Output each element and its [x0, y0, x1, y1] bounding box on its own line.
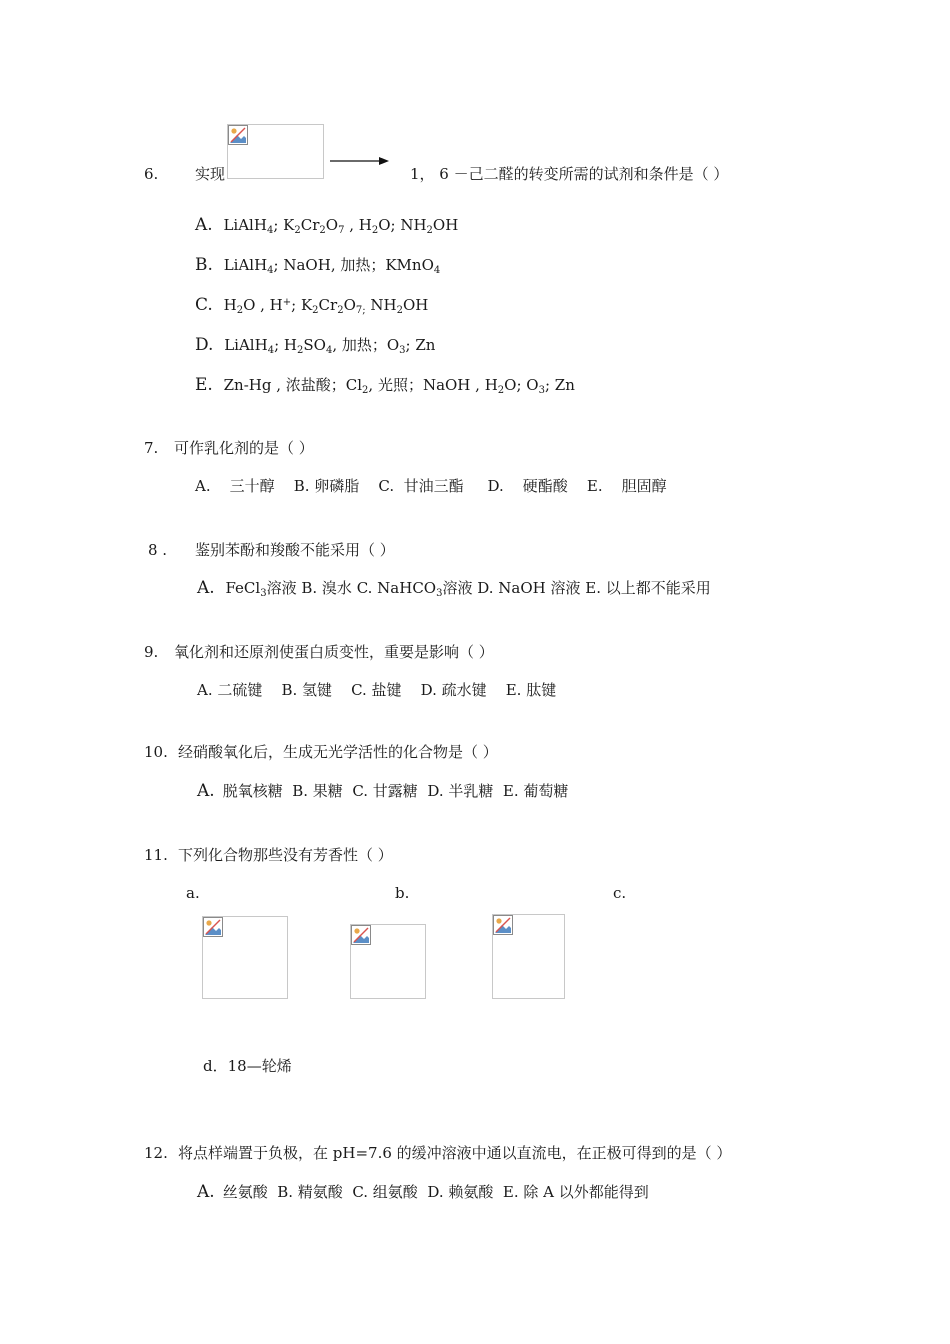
q12-number: 12. [144, 1144, 168, 1162]
q9-options: A. 二硫键 B. 氢键 C. 盐键 D. 疏水键 E. 肽键 [197, 681, 557, 699]
q9-number: 9. [144, 643, 159, 661]
q12-text: 将点样端置于负极，在 pH=7.6 的缓冲溶液中通以直流电，在正极可得到的是（ ） [178, 1144, 732, 1162]
q6-option-d [195, 336, 435, 354]
broken-image-icon [493, 915, 513, 935]
option-text: Zn-Hg , 浓盐酸；$Cl_2$, 光照；NaOH , $H_2O$; $O_3$; Zn [223, 376, 575, 396]
option-text: LiAlH$_4$; NaOH, 加热；KMnO$_4$ [223, 256, 441, 276]
q6-number: 6. [144, 165, 159, 183]
option-label: D. [195, 335, 214, 355]
q10-text: 经硝酸氧化后，生成无光学活性的化合物是（ ） [178, 743, 498, 761]
q8-text: 鉴别苯酚和羧酸不能采用（ ） [195, 541, 395, 559]
q7-options: A. 三十醇 B. 卵磷脂 C. 甘油三酯 D. 硬酯酸 E. 胆固醇 [195, 477, 667, 495]
q11-label-a: a. [186, 884, 200, 902]
q11-compound-c-image [492, 914, 565, 999]
option-text: LiAlH$_4$; $H_2SO_4$, 加热；$O_3$; Zn [224, 336, 436, 356]
option-text: 丝氨酸 B. 精氨酸 C. 组氨酸 D. 赖氨酸 E. 除 A 以外都能得到 [222, 1183, 649, 1201]
option-text: 脱氧核糖 B. 果糖 C. 甘露糖 D. 半乳糖 E. 葡萄糖 [222, 782, 569, 800]
q8-options [197, 579, 711, 597]
q6-option-a [195, 216, 458, 234]
q11-compound-a-image [202, 916, 288, 999]
broken-image-icon [228, 125, 248, 145]
q11-number: 11. [144, 846, 168, 864]
option-label: E. [195, 375, 213, 395]
q6-option-b [195, 256, 440, 274]
q6-option-e [195, 376, 575, 394]
option-label: A. [197, 578, 215, 598]
option-text: LiAlH$_4$; $K_2Cr_2O_7$ , $H_2O$; $NH_2OH$ [223, 216, 459, 236]
q11-compound-b-image [350, 924, 426, 999]
q11-text: 下列化合物那些没有芳香性（ ） [178, 846, 393, 864]
q9-text: 氧化剂和还原剂使蛋白质变性，重要是影响（ ） [174, 643, 494, 661]
option-label: A. [197, 781, 215, 801]
q6-text-pre: 实现 [195, 165, 226, 183]
broken-image-icon [351, 925, 371, 945]
q7-text: 可作乳化剂的是（ ） [174, 439, 314, 457]
option-label: A. [197, 1182, 215, 1202]
q10-options [197, 782, 568, 800]
q8-number: 8 . [148, 541, 168, 559]
q6-text-post: 1， 6 －己二醛的转变所需的试剂和条件是（ ） [410, 165, 729, 183]
q10-number: 10. [144, 743, 168, 761]
option-label: B. [195, 255, 213, 275]
q7-number: 7. [144, 439, 159, 457]
option-text: $H_2O$ , H+; $K_2Cr_2O_{7;}$ $NH_2OH$ [223, 296, 429, 316]
broken-image-icon [203, 917, 223, 937]
q6-option-c [195, 296, 428, 314]
option-label: C. [195, 295, 213, 315]
option-label: A. [195, 215, 213, 235]
q11-label-b: b. [395, 884, 410, 902]
q12-options [197, 1183, 649, 1201]
q11-option-d: d．18—轮烯 [203, 1057, 292, 1075]
q11-label-c: c. [613, 884, 627, 902]
option-text: FeCl$_3$溶液 B. 溴水 C. NaHCO$_3$溶液 D. NaOH 溶液 E. 以上都不能采用 [225, 579, 711, 599]
reaction-arrow-icon [329, 154, 391, 168]
q6-reactant-image [227, 124, 324, 179]
